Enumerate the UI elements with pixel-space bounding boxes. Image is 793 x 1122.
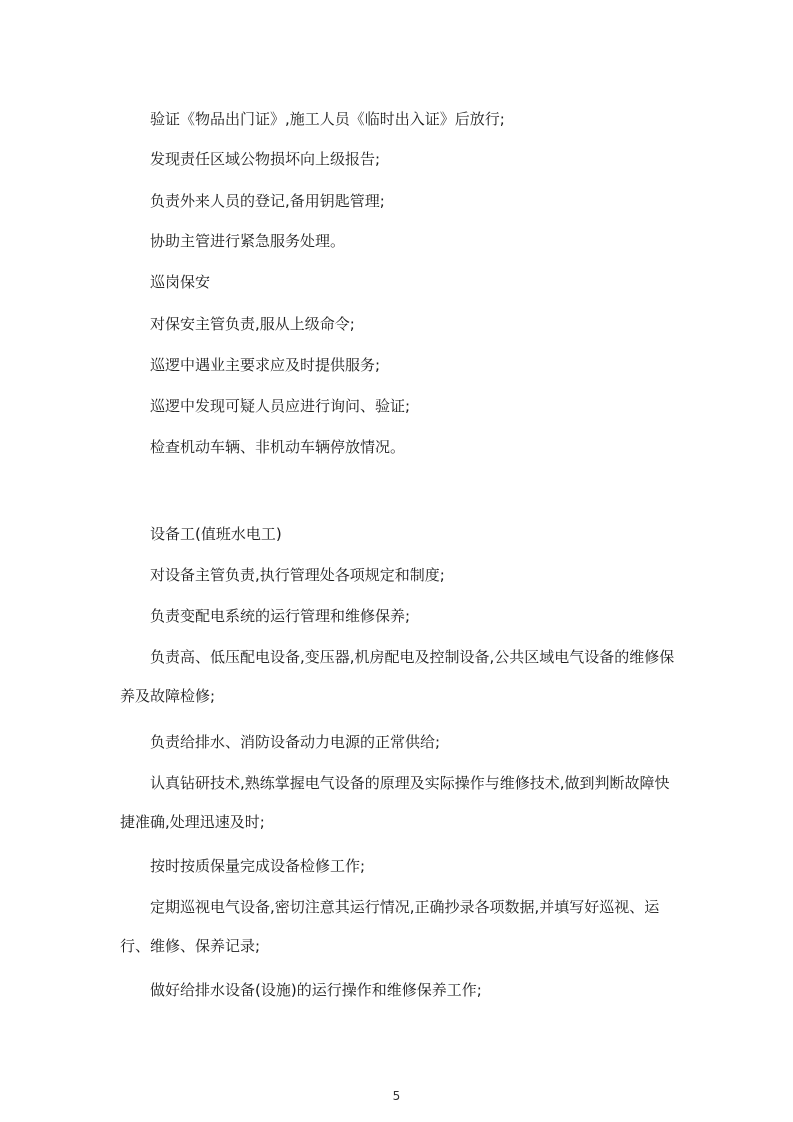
paragraph-6: 对保安主管负责,服从上级命令; bbox=[150, 315, 355, 333]
paragraph-17: 定期巡视电气设备,密切注意其运行情况,正确抄录各项数据,并填写好巡视、运行、维修、保养记录; bbox=[120, 898, 660, 955]
paragraph-1: 验证《物品出门证》,施工人员《临时出入证》后放行; bbox=[150, 110, 505, 128]
paragraph-13: 负责高、低压配电设备,变压器,机房配电及控制设备,公共区域电气设备的维修保养及故障检修; bbox=[120, 648, 675, 705]
section-heading-patrol-guard: 巡岗保安 bbox=[150, 273, 211, 291]
paragraph-15: 认真钻研技术,熟练掌握电气设备的原理及实际操作与维修技术,做到判断故障快捷准确,处理迅速及时; bbox=[120, 774, 670, 831]
paragraph-18: 做好给排水设备(设施)的运行操作和维修保养工作; bbox=[150, 981, 482, 999]
paragraph-2: 发现责任区域公物损坏向上级报告; bbox=[150, 150, 381, 168]
paragraph-4: 协助主管进行紧急服务处理。 bbox=[150, 232, 346, 250]
paragraph-16: 按时按质保量完成设备检修工作; bbox=[150, 857, 366, 875]
paragraph-3: 负责外来人员的登记,备用钥匙管理; bbox=[150, 192, 385, 210]
section-heading-equipment-worker: 设备工(值班水电工) bbox=[150, 525, 282, 543]
paragraph-12: 负责变配电系统的运行管理和维修保养; bbox=[150, 607, 411, 625]
paragraph-7: 巡逻中遇业主要求应及时提供服务; bbox=[150, 356, 381, 374]
paragraph-9: 检查机动车辆、非机动车辆停放情况。 bbox=[150, 438, 406, 456]
paragraph-11: 对设备主管负责,执行管理处各项规定和制度; bbox=[150, 566, 445, 584]
paragraph-8: 巡逻中发现可疑人员应进行询问、验证; bbox=[150, 397, 411, 415]
paragraph-14: 负责给排水、消防设备动力电源的正常供给; bbox=[150, 733, 441, 751]
page-number: 5 bbox=[392, 1089, 401, 1103]
